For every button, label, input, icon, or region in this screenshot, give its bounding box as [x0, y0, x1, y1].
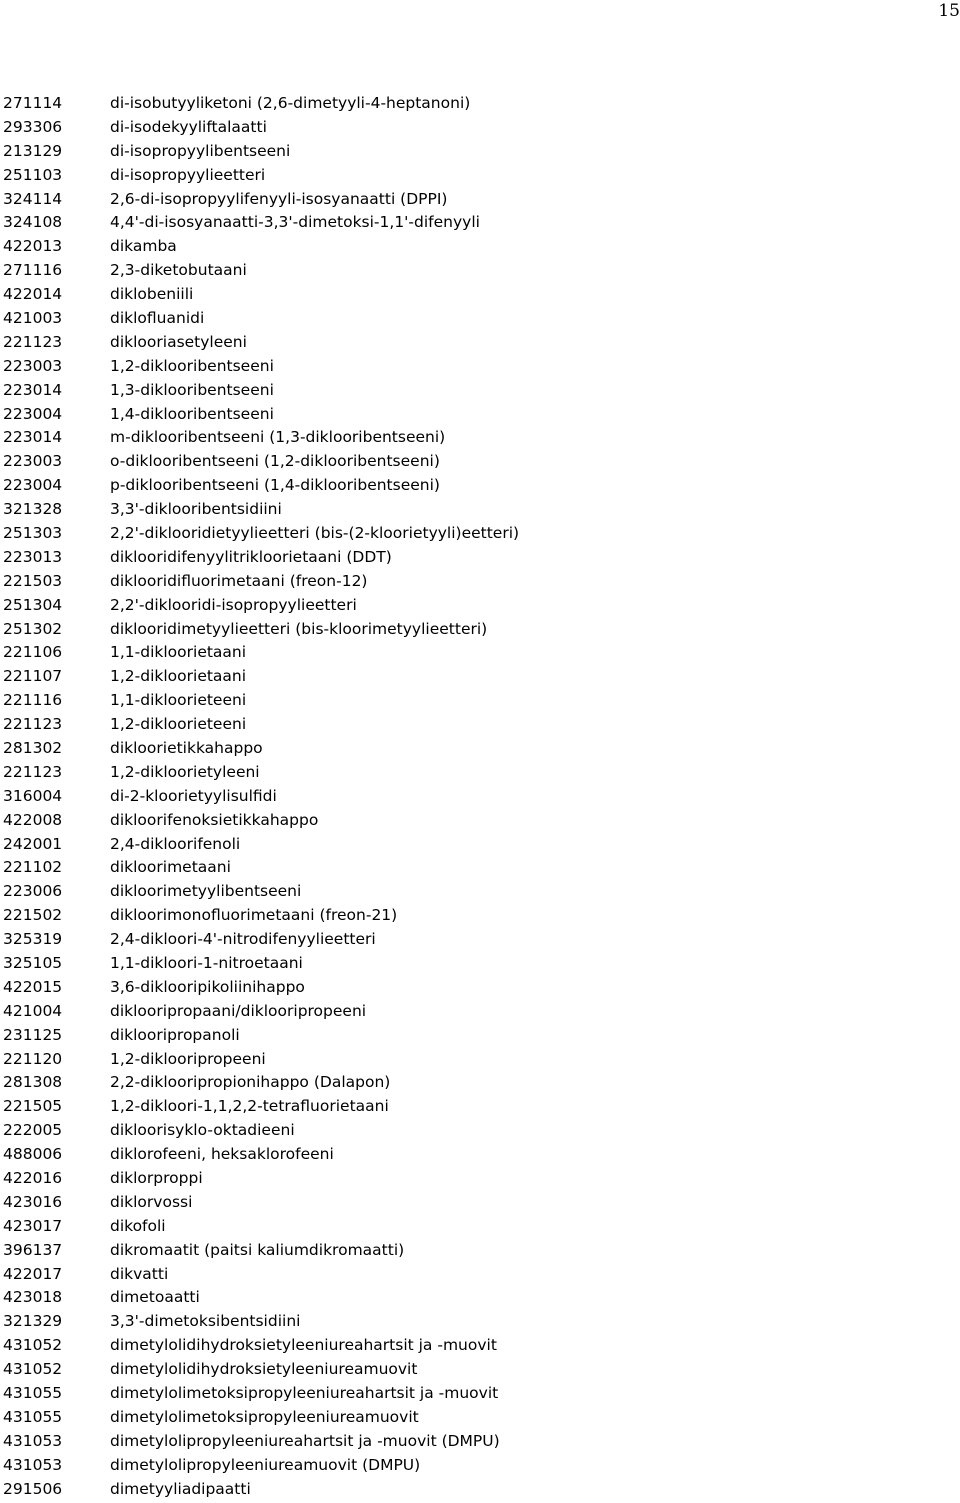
entry-name: diklooridifenyylitrikloorietaani (DDT): [110, 547, 392, 566]
entry-code: 316004: [3, 786, 63, 805]
list-item: [3, 1381, 953, 1405]
entry-code: 242001: [3, 834, 63, 853]
entry-name: 1,2-diklooripropeeni: [110, 1049, 266, 1068]
entry-code: 231125: [3, 1025, 63, 1044]
entry-code: 223003: [3, 452, 63, 471]
list-item: [3, 1047, 953, 1071]
entry-code: 291506: [3, 1479, 63, 1498]
entry-code: 281308: [3, 1073, 63, 1092]
entry-name: diklooripropaani/diklooripropeeni: [110, 1001, 367, 1020]
entry-name: 1,4-diklooribentseeni: [110, 404, 274, 423]
entry-code: 422008: [3, 810, 63, 829]
entry-code: 223013: [3, 547, 63, 566]
entry-name: dimetylolidihydroksietyleeniureamuovit: [110, 1360, 418, 1379]
list-item: [3, 1238, 953, 1262]
entry-name: dimetoaatti: [110, 1288, 200, 1307]
entry-code: 221502: [3, 906, 63, 925]
entry-code: 221123: [3, 332, 63, 351]
list-item: [3, 1333, 953, 1357]
entry-name: dikloorifenoksietikkahappo: [110, 810, 319, 829]
entry-name: dikvatti: [110, 1264, 169, 1283]
entry-name: dikloorimetaani: [110, 858, 231, 877]
entry-code: 223004: [3, 404, 63, 423]
entry-code: 271114: [3, 93, 63, 112]
entry-name: 2,2-diklooripropionihappo (Dalapon): [110, 1073, 391, 1092]
entry-name: dikromaatit (paitsi kaliumdikromaatti): [110, 1240, 405, 1259]
list-item: [3, 91, 953, 115]
entry-code: 281302: [3, 738, 63, 757]
list-item: [3, 282, 953, 306]
list-item: [3, 1309, 953, 1333]
entry-code: 431052: [3, 1336, 63, 1355]
entry-code: 421004: [3, 1001, 63, 1020]
list-item: [3, 115, 953, 139]
entry-name: dikloorietikkahappo: [110, 738, 263, 757]
entry-name: 1,2-dikloorieteeni: [110, 715, 247, 734]
list-item: [3, 139, 953, 163]
entry-code: 221116: [3, 691, 63, 710]
list-item: [3, 1477, 953, 1501]
list-item: [3, 1190, 953, 1214]
entry-code: 222005: [3, 1121, 63, 1140]
entry-code: 223006: [3, 882, 63, 901]
list-item: [3, 856, 953, 880]
entry-name: dimetylolipropyleeniureahartsit ja -muovit (DMPU): [110, 1431, 500, 1450]
list-item: [3, 330, 953, 354]
entry-name: 1,1-dikloorieteeni: [110, 691, 247, 710]
list-item: [3, 449, 953, 473]
entry-code: 325319: [3, 930, 63, 949]
list-item: [3, 879, 953, 903]
list-item: [3, 187, 953, 211]
entry-name: diklooripropanoli: [110, 1025, 240, 1044]
entry-code: 223014: [3, 428, 63, 447]
entry-name: p-diklooribentseeni (1,4-diklooribentseeni): [110, 476, 440, 495]
entry-code: 223014: [3, 380, 63, 399]
entry-name: 3,3'-dimetoksibentsidiini: [110, 1312, 301, 1331]
entry-code: 251303: [3, 523, 63, 542]
list-item: [3, 1118, 953, 1142]
list-item: [3, 808, 953, 832]
entry-code: 423016: [3, 1192, 63, 1211]
list-item: [3, 1142, 953, 1166]
list-item: [3, 425, 953, 449]
list-item: [3, 1453, 953, 1477]
entry-name: diklofluanidi: [110, 308, 205, 327]
list-item: [3, 999, 953, 1023]
list-item: [3, 1357, 953, 1381]
entry-name: 2,4-dikloori-4'-nitrodifenyylieetteri: [110, 930, 376, 949]
entry-name: 1,1-dikloorietaani: [110, 643, 247, 662]
entry-list: [3, 91, 953, 1501]
list-item: [3, 1262, 953, 1286]
entry-code: 431053: [3, 1455, 63, 1474]
list-item: [3, 306, 953, 330]
entry-name: di-2-kloorietyylisulfidi: [110, 786, 277, 805]
entry-name: diklobeniili: [110, 285, 194, 304]
entry-code: 431053: [3, 1431, 63, 1450]
list-item: [3, 354, 953, 378]
entry-name: 2,2'-diklooridi-isopropyylieetteri: [110, 595, 357, 614]
list-item: [3, 951, 953, 975]
entry-code: 324114: [3, 189, 63, 208]
list-item: [3, 593, 953, 617]
entry-code: 251302: [3, 619, 63, 638]
entry-name: 3,3'-diklooribentsidiini: [110, 500, 282, 519]
entry-code: 423017: [3, 1216, 63, 1235]
entry-code: 488006: [3, 1145, 63, 1164]
entry-name: 2,3-diketobutaani: [110, 261, 247, 280]
page-number: 15: [938, 1, 960, 21]
list-item: [3, 402, 953, 426]
entry-code: 421003: [3, 308, 63, 327]
entry-code: 223004: [3, 476, 63, 495]
entry-code: 223003: [3, 356, 63, 375]
entry-name: 3,6-diklooripikoliinihappo: [110, 977, 305, 996]
entry-name: di-isopropyylibentseeni: [110, 141, 291, 160]
entry-code: 251103: [3, 165, 63, 184]
entry-name: dimetyyliadipaatti: [110, 1479, 251, 1498]
entry-code: 293306: [3, 117, 63, 136]
entry-name: di-isopropyylieetteri: [110, 165, 266, 184]
list-item: [3, 258, 953, 282]
entry-name: 2,4-dikloorifenoli: [110, 834, 241, 853]
entry-name: diklooriasetyleeni: [110, 332, 247, 351]
list-item: [3, 1405, 953, 1429]
entry-name: 1,1-dikloori-1-nitroetaani: [110, 954, 303, 972]
list-item: [3, 1023, 953, 1047]
entry-name: o-diklooribentseeni (1,2-diklooribentseeni): [110, 452, 440, 471]
entry-name: 2,2'-diklooridietyylieetteri (bis-(2-kloorietyyli)eetteri): [110, 523, 520, 542]
entry-name: 1,2-diklooribentseeni: [110, 356, 274, 375]
entry-name: di-isodekyyliftalaatti: [110, 117, 267, 136]
list-item: [3, 784, 953, 808]
list-item: [3, 1214, 953, 1238]
entry-code: 431055: [3, 1384, 63, 1403]
entry-code: 221505: [3, 1097, 63, 1116]
entry-code: 422014: [3, 285, 63, 304]
list-item: [3, 664, 953, 688]
entry-code: 325105: [3, 954, 63, 972]
entry-name: di-isobutyyliketoni (2,6-dimetyyli-4-heptanoni): [110, 93, 471, 112]
list-item: [3, 521, 953, 545]
entry-code: 221107: [3, 667, 63, 686]
list-item: [3, 473, 953, 497]
entry-code: 321329: [3, 1312, 63, 1331]
entry-code: 422015: [3, 977, 63, 996]
entry-code: 221102: [3, 858, 63, 877]
entry-code: 221503: [3, 571, 63, 590]
entry-name: dimetylolimetoksipropyleeniureahartsit ja -muovit: [110, 1384, 499, 1403]
entry-code: 431052: [3, 1360, 63, 1379]
entry-name: 1,2-dikloori-1,1,2,2-tetrafluorietaani: [110, 1097, 389, 1116]
entry-code: 324108: [3, 213, 63, 232]
entry-name: diklorproppi: [110, 1169, 203, 1188]
entry-code: 422016: [3, 1169, 63, 1188]
entry-code: 221106: [3, 643, 63, 662]
list-item: [3, 163, 953, 187]
entry-name: diklooridifluorimetaani (freon-12): [110, 571, 368, 590]
entry-code: 221123: [3, 762, 63, 781]
list-item: [3, 617, 953, 641]
entry-name: diklooridimetyylieetteri (bis-kloorimetyylieetteri): [110, 619, 488, 638]
list-item: [3, 736, 953, 760]
entry-code: 422017: [3, 1264, 63, 1283]
list-item: [3, 903, 953, 927]
entry-code: 221123: [3, 715, 63, 734]
list-item: [3, 378, 953, 402]
list-item: [3, 210, 953, 234]
entry-name: 2,6-di-isopropyylifenyyli-isosyanaatti (DPPI): [110, 189, 448, 208]
list-item: [3, 927, 953, 951]
list-item: [3, 1071, 953, 1095]
list-item: [3, 1166, 953, 1190]
entry-code: 271116: [3, 261, 63, 280]
list-item: [3, 569, 953, 593]
entry-name: dikamba: [110, 237, 177, 256]
entry-name: dimetylolipropyleeniureamuovit (DMPU): [110, 1455, 421, 1474]
list-item: [3, 545, 953, 569]
entry-code: 422013: [3, 237, 63, 256]
entry-code: 396137: [3, 1240, 63, 1259]
entry-code: 221120: [3, 1049, 63, 1068]
entry-name: diklorvossi: [110, 1192, 193, 1211]
list-item: [3, 712, 953, 736]
entry-name: dikofoli: [110, 1216, 166, 1235]
list-item: [3, 688, 953, 712]
entry-name: 1,2-dikloorietyleeni: [110, 762, 260, 781]
entry-name: dikloorimetyylibentseeni: [110, 882, 302, 901]
entry-name: dimetylolidihydroksietyleeniureahartsit ja -muovit: [110, 1336, 497, 1355]
list-item: [3, 832, 953, 856]
entry-code: 251304: [3, 595, 63, 614]
entry-name: dikloorimonofluorimetaani (freon-21): [110, 906, 398, 925]
entry-name: 1,3-diklooribentseeni: [110, 380, 274, 399]
list-item: [3, 234, 953, 258]
entry-name: dikloorisyklo-oktadieeni: [110, 1121, 295, 1140]
entry-code: 431055: [3, 1407, 63, 1426]
entry-code: 213129: [3, 141, 63, 160]
list-item: [3, 1286, 953, 1310]
entry-name: 1,2-dikloorietaani: [110, 667, 247, 686]
entry-code: 423018: [3, 1288, 63, 1307]
list-item: [3, 1429, 953, 1453]
list-item: [3, 1094, 953, 1118]
entry-name: 4,4'-di-isosyanaatti-3,3'-dimetoksi-1,1'-difenyyli: [110, 213, 480, 232]
list-item: [3, 497, 953, 521]
list-item: [3, 640, 953, 664]
entry-code: 321328: [3, 500, 63, 519]
entry-name: diklorofeeni, heksaklorofeeni: [110, 1145, 334, 1164]
entry-name: m-diklooribentseeni (1,3-diklooribentseeni): [110, 428, 446, 447]
list-item: [3, 975, 953, 999]
list-item: [3, 760, 953, 784]
entry-name: dimetylolimetoksipropyleeniureamuovit: [110, 1407, 419, 1426]
